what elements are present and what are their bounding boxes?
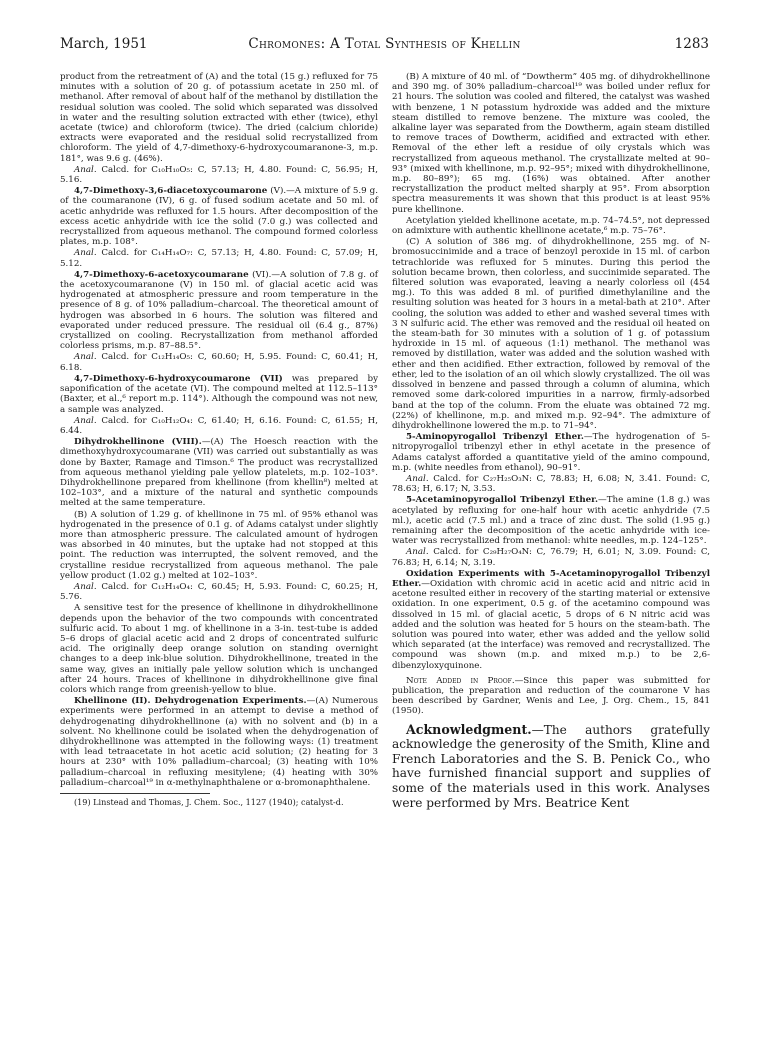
note-heading: Note Added in Proof. [406,675,515,686]
acknowledgment [392,723,710,811]
analysis [60,352,378,372]
anal-label: Anal. [74,352,97,363]
paragraph [392,569,710,671]
analysis [392,474,710,494]
paragraph: (C) A solution of 386 mg. of dihydrokhellinone, 255 mg. of N-bromosuccinimide and a trace of benzoyl peroxide in 15 ml. of carbon tetrachloride was refluxed for 5 minutes. During this period the solution became brown, then colorless, and succinimide separated. The filtered solution was evaporated, leaving a nearly colorless oil (454 mg.). To this was added 8 ml. of purified dimethylaniline and the resulting solution was heated for 3 hours in a metal-bath at 210°. After cooling, the solution was added to ether and washed several times with 3 N sulfuric acid. The ether was removed and the residual oil heated on the steam-bath for 30 minutes with a solution of 1 g. of potassium hydroxide in 15 ml. of aqueous (1:1) methanol. The methanol was removed by distillation, water was added and the solution washed with ether and then acidified. Ether extraction, followed by removal of the ether, led to the isolation of an oil which slowly crystallized. The oil was dissolved in benzene and passed through a column of alumina, which removed some dark-colored impurities in a narrow, firmly-adsorbed band at the top of the column. From the eluate was obtained 72 mg. (22%) of khellinone, m.p. and mixed m.p. 92–94°. The admixture of dihydrokhellinone lowered the m.p. to 71–94°. [392,237,710,431]
analysis [60,248,378,268]
paragraph [392,432,710,473]
paragraph-text: —The amine (1.8 g.) was acetylated by refluxing for one-half hour with acetic anhydride (7.5 ml.), acetic acid (7.5 ml.) and a trace of zinc dust. The solid (1.95 g.) remaining after the decomposition of the acetic anhydride with ice-water was recrystallized from methanol: white needles, m.p. 124–125°. [392,495,710,547]
paragraph: A sensitive test for the presence of khellinone in dihydrokhellinone depends upon the behavior of the two compounds with concentrated sulfuric acid. To about 1 mg. of khellinone in a 3-in. test-tube is added 5–6 drops of glacial acetic acid and 2 drops of concentrated sulfuric acid. The originally deep orange solution on standing overnight changes to a deep ink-blue solution. Dihydrokhellinone, treated in the same way, gives an initially pale yellow solution which is unchanged after 24 hours. Traces of khellinone in dihydrokhellinone give final colors which range from greenish-yellow to blue. [60,603,378,695]
anal-text: Calcd. for C₂₇H₂₅O₃N: C, 78.83; H, 6.08; N, 3.41. Found: C, 78.63; H, 6.17; N, 3.53. [392,473,711,495]
section-heading: 5-Aminopyrogallol Tribenzyl Ether. [406,432,584,443]
paragraph [60,374,378,415]
anal-label: Anal. [74,248,97,259]
section-heading: 4,7-Dimethoxy-3,6-diacetoxycoumarone [74,186,268,197]
section-heading: 5-Acetaminopyrogallol Tribenzyl Ether. [406,495,598,506]
section-heading: 4,7-Dimethoxy-6-acetoxycoumarane [74,269,249,280]
paragraph-text: (V).—A mixture of 5.9 g. of the coumaranone (IV), 6 g. of fused sodium acetate and 50 ml. of acetic anhydride was refluxed for 1.5 hours. After decomposition of the excess acetic anhydride with ice the solid (7.0 g.) was collected and recrystallized from aqueous methanol. The compound formed colorless plates, m.p. 108°. [60,186,379,248]
section-heading: Oxidation Experiments with 5-Acetaminopyrogallol Tribenzyl Ether. [392,568,710,589]
anal-label: Anal. [74,164,97,175]
anal-text: Calcd. for C₁₀H₁₂O₄: C, 61.40; H, 6.16. Found: C, 61.55; H, 6.44. [60,415,378,436]
paragraph-text: (VI).—A solution of 7.8 g. of the acetoxycoumaranone (V) in 150 ml. of glacial acetic acid was hydrogenated at atmospheric pressure and room temperature in the presence of 8 g. of 10% palladium–charcoal. The theoretical amount of hydrogen was absorbed in 6 hours. The solution was filtered and evaporated under reduced pressure. The residual oil (6.4 g., 87%) crystallized on cooling. Recrystallization from methanol afforded colorless prisms, m.p. 87–88.5°. [60,269,379,352]
paragraph [392,495,710,546]
page-number: 1283 [674,36,709,52]
paragraph [60,186,378,247]
analysis [392,547,710,567]
paragraph: (B) A solution of 1.29 g. of khellinone in 75 ml. of 95% ethanol was hydrogenated in the presence of 0.1 g. of Adams catalyst under slightly more than atmospheric pressure. The calculated amount of hydrogen was absorbed in 40 minutes, but the uptake had not stopped at this point. The reduction was interrupted, the solvent removed, and the crystalline residue recrystallized from aqueous methanol. The pale yellow product (1.02 g.) melted at 102–103°. [60,509,378,581]
ack-heading: Acknowledgment. [406,721,532,737]
note-added-in-proof [392,676,710,717]
left-column [60,72,378,807]
anal-label: Anal. [74,415,97,426]
paragraph-text: —Oxidation with chromic acid in acetic acid and nitric acid in acetone resulted either in recovery of the starting material or extensive oxidation. In one experiment, 0.5 g. of the acetamino compound was dissolved in 15 ml. of glacial acetic, 5 drops of 6 N nitric acid was added and the solution was heated for 5 hours on the steam-bath. The solution was poured into water, ether was added and the yellow solid which separated (at the interface) was removed and recrystallized. The compound was shown (m.p. and mixed m.p.) to be 2,6-dibenzyloxyquinone. [392,578,710,671]
section-heading: Dihydrokhellinone (VIII). [74,437,202,448]
footnote: (19) Linstead and Thomas, J. Chem. Soc., 1127 (1940); catalyst-d. [74,797,344,808]
anal-label: Anal. [74,581,97,592]
paragraph [60,437,378,508]
analysis [60,165,378,185]
footnote-rule [60,793,210,794]
anal-label: Anal. [406,547,429,558]
paragraph: product from the retreatment of (A) and the total (15 g.) refluxed for 75 minutes with a solution of 20 g. of potassium acetate in 250 ml. of methanol. After removal of about half of the methanol by distillation the residual solution was cooled. The solid which separated was dissolved in water and the resulting solution extracted with ether (twice), ethyl acetate (twice) and chloroform (twice). The dried (calcium chloride) extracts were evaporated and the residual solid recrystallized from chloroform. The yield of 4,7-dimethoxy-6-hydroxycoumaranone-3, m.p. 181°, was 9.6 g. (46%). [60,72,378,164]
paragraph [60,696,378,788]
paragraph-text: —The hydrogenation of 5-nitropyrogallol tribenzyl ether in ethyl acetate in the presence of Adams catalyst afforded a quantitative yield of the amino compound, m.p. (white needles from ethanol), 90–91°. [392,432,710,473]
paragraph-text: —(A) The Hoesch reaction with the dimethoxyhydroxycoumarane (VII) was carried out substantially as was done by Baxter, Ramage and Timson.⁶ The product was recrystallized from aqueous methanol yielding pale yellow platelets, m.p. 102–103°. Dihydrokhellinone prepared from khellinone (from khellin⁸) melted at 102–103°, and a mixture of the natural and synthetic compounds melted at the same temperature. [60,437,378,509]
anal-label: Anal. [406,473,429,484]
paragraph-text: was prepared by saponification of the acetate (VI). The compound melted at 112.5–113° (Baxter, et al.,⁶ report m.p. 114°). Although the compound was not new, a sample was analyzed. [60,373,378,415]
analysis [60,416,378,436]
analysis [60,582,378,602]
header-title: Chromones: A Total Synthesis of Khellin [248,36,521,52]
paragraph-text: —(A) Numerous experiments were performed in an attempt to devise a method of dehydrogenating dihydrokhellinone (a) with no solvent and (b) in a solvent. No khellinone could be isolated when the dehydrogenation of dihydrokhellinone was attempted in the following ways: (1) treatment with lead tetraacetate in hot acetic acid solution; (2) heating for 3 hours at 230° with 10% palladium–charcoal; (3) heating with 10% palladium–charcoal in refluxing mesitylene; (4) heating with 30% palladium–charcoal¹⁹ in α-methylnaphthalene or α-bromonaphthalene. [60,696,378,788]
section-heading: Khellinone (II). Dehydrogenation Experiments. [74,696,307,707]
section-heading: 4,7-Dimethoxy-6-hydroxycoumarone (VII) [74,373,283,384]
note-text: —Since this paper was submitted for publication, the preparation and reduction of the coumarone V has been described by Gardner, Wenis and Lee, J. Org. Chem., 15, 841 (1950). [392,675,710,717]
header-date: March, 1951 [60,36,148,52]
anal-text: Calcd. for C₁₄H₁₄O₇: C, 57.13; H, 4.80. Found: C, 57.09; H, 5.12. [60,248,378,269]
anal-text: Calcd. for C₁₂H₁₄O₄: C, 60.45; H, 5.93. Found: C, 60.25; H, 5.76. [60,581,378,603]
anal-text: Calcd. for C₁₀H₁₀O₅: C, 57.13; H, 4.80. Found: C, 56.95; H, 5.16. [60,164,378,186]
paragraph: Acetylation yielded khellinone acetate, m.p. 74–74.5°, not depressed on admixture with authentic khellinone acetate,⁶ m.p. 75–76°. [392,215,710,237]
paragraph [60,270,378,352]
anal-text: Calcd. for C₁₂H₁₄O₅: C, 60.60; H, 5.95. Found: C, 60.41; H, 6.18. [60,352,378,373]
ack-text: —The authors gratefully acknowledge the generosity of the Smith, Kline and French Laboratories and the S. B. Penick Co., who have furnished financial support and supplies of some of the materials used in this work. Analyses were performed by Mrs. Beatrice Kent [392,722,710,810]
paragraph: (B) A mixture of 40 ml. of “Dowtherm” 405 mg. of dihydrokhellinone and 390 mg. of 30% palladium–charcoal¹⁹ was boiled under reflux for 21 hours. The solution was cooled and filtered, the catalyst was washed with benzene, 1 N potassium hydroxide was added and the mixture steam distilled to remove benzene. The mixture was cooled, the alkaline layer was separated from the Dowtherm, again steam distilled to remove traces of Dowtherm, acidified and extracted with ether. Removal of the ether left a residue of oily crystals which was recrystallized from aqueous methanol. The crystallizate melted at 90–93° (mixed with khellinone, m.p. 92–95°; mixed with dihydrokhellinone, m.p. 80–89°); 65 mg. (16%) was obtained. After another recrystallization the product melted sharply at 95°. From absorption spectra measurements it was shown that this product is at least 95% pure khellinone. [392,72,710,215]
right-column [392,72,710,810]
running-header [60,36,709,52]
anal-text: Calcd. for C₂₉H₂₇O₄N: C, 76.79; H, 6.01; N, 3.09. Found: C, 76.83; H, 6.14; N, 3.19. [392,547,711,568]
